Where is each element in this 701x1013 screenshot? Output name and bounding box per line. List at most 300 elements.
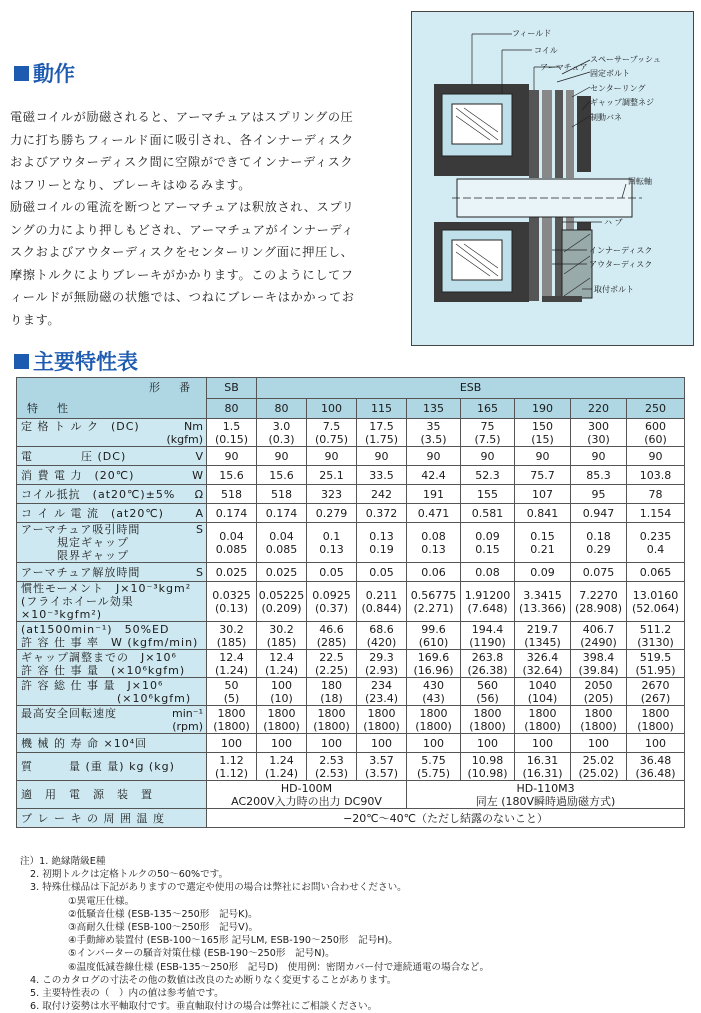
table-cell xyxy=(571,466,627,485)
cell-value: 3.57 xyxy=(369,753,394,767)
cell-value: (1800) xyxy=(213,719,250,733)
table-cell xyxy=(515,650,571,678)
cell-value: AC200V入力時の出力 DC90V xyxy=(231,794,382,808)
cell-value: (610) xyxy=(418,635,449,649)
note-line: ①異電圧仕様。 xyxy=(68,895,135,907)
section-title-operation xyxy=(14,58,75,88)
table-cell xyxy=(571,447,627,466)
cell-value: (32.64) xyxy=(522,663,563,677)
table-cell xyxy=(307,650,357,678)
row-label-text: 質 量 (重 量) kg (kg) xyxy=(21,760,175,773)
cell-value: 511.2 xyxy=(639,622,672,636)
cell-value: 1040 xyxy=(528,678,557,692)
size-header: 135 xyxy=(407,398,461,419)
cell-value: 1800 xyxy=(267,706,296,720)
intro-line: ングの力により押しもどされ、アーマチュアがインナーディ xyxy=(10,222,355,237)
cell-value: (51.95) xyxy=(635,663,676,677)
table-cell xyxy=(515,678,571,706)
row-label-text: 許 容 仕 事 率 W (kgfm/min) xyxy=(21,635,199,649)
cell-value: 7.2270 xyxy=(579,588,618,602)
note-line: 3. 特殊仕様品は下記がありますので選定や使用の場合は弊社にお問い合わせください。 xyxy=(30,882,407,894)
label-hub: ハ ブ xyxy=(604,218,623,227)
cell-value: 0.05 xyxy=(369,565,394,579)
cell-value: 100 xyxy=(271,736,292,750)
cell-value: 0.0325 xyxy=(212,588,251,602)
cell-value: 323 xyxy=(321,487,342,501)
cell-value: 0.372 xyxy=(365,506,398,520)
cell-value: 0.025 xyxy=(215,565,248,579)
row-unit: A xyxy=(195,506,203,520)
cell-value: 75.7 xyxy=(530,468,555,482)
table-cell xyxy=(357,650,407,678)
cell-value: 0.235 xyxy=(639,529,672,543)
table-cell xyxy=(357,447,407,466)
table-row xyxy=(17,563,685,582)
cell-value: (23.4) xyxy=(364,691,399,705)
note-line: ③高耐久仕様 (ESB-100〜250形 記号V)。 xyxy=(68,922,259,934)
label-centering: センターリング xyxy=(590,84,646,93)
cell-value: 15.6 xyxy=(269,468,294,482)
cell-value: 0.05225 xyxy=(258,588,305,602)
table-row xyxy=(17,523,685,563)
cell-value: (1.24) xyxy=(264,663,299,677)
intro-line: スクおよびアウターディスクをセンターリング面に押圧し、 xyxy=(10,245,354,259)
cell-value: 10.98 xyxy=(471,753,504,767)
cell-value: 0.56775 xyxy=(410,588,457,602)
table-cell xyxy=(571,582,627,622)
row-label-text: 機 械 的 寿 命 ×10⁴回 xyxy=(21,736,148,750)
cell-value: 155 xyxy=(477,487,498,501)
table-cell xyxy=(515,734,571,753)
cell-value: (1.24) xyxy=(264,766,299,780)
table-cell xyxy=(571,678,627,706)
table-cell xyxy=(515,753,571,781)
cell-value: 0.08 xyxy=(475,565,500,579)
cell-value: (3130) xyxy=(637,635,674,649)
row-label-text: 慣性モーメント J×10⁻³kgm² xyxy=(21,582,192,595)
cell-value: (43) xyxy=(422,691,445,705)
cell-value: 150 xyxy=(532,419,553,433)
table-cell xyxy=(627,447,685,466)
table-cell xyxy=(257,582,307,622)
label-spacer-bush: スペーサーブッシュ xyxy=(590,55,661,64)
cell-value: (1.24) xyxy=(214,663,249,677)
cell-value: (60) xyxy=(644,432,667,446)
cell-value: 1800 xyxy=(419,706,448,720)
table-cell xyxy=(461,419,515,447)
table-cell xyxy=(571,419,627,447)
char-label: 特 性 xyxy=(27,402,72,415)
cell-value: (1800) xyxy=(469,719,506,733)
row-label xyxy=(17,419,207,447)
table-cell xyxy=(407,504,461,523)
row-label-text: 電 圧 (DC) xyxy=(21,449,127,463)
label-field: フィールド xyxy=(512,29,552,38)
size-header: 80 xyxy=(257,398,307,419)
cell-value: (1190) xyxy=(469,635,506,649)
cell-value: 90 xyxy=(426,449,441,463)
row-label xyxy=(17,466,207,485)
row-label xyxy=(17,504,207,523)
row-label-text: 規定ギャップ xyxy=(21,536,129,549)
cell-value: 17.5 xyxy=(369,419,394,433)
label-inner-disk: インナーディスク xyxy=(589,246,653,255)
table-row xyxy=(17,753,685,781)
table-cell xyxy=(357,466,407,485)
cell-value: 1800 xyxy=(584,706,613,720)
cell-value: (1800) xyxy=(524,719,561,733)
cell-value: (185) xyxy=(216,635,247,649)
table-cell xyxy=(407,582,461,622)
row-label xyxy=(17,809,207,828)
spec-table xyxy=(16,377,685,828)
cell-value: 234 xyxy=(371,678,392,692)
cell-value: 180 xyxy=(321,678,342,692)
table-cell xyxy=(207,504,257,523)
cell-value: 7.5 xyxy=(322,419,341,433)
cell-value: 100 xyxy=(423,736,444,750)
cell-value: 0.4 xyxy=(646,542,665,556)
cell-value: 0.211 xyxy=(365,588,398,602)
table-cell xyxy=(307,485,357,504)
cell-value: (26.38) xyxy=(467,663,508,677)
table-cell xyxy=(407,734,461,753)
cell-value: 169.6 xyxy=(417,650,450,664)
table-cell xyxy=(515,523,571,563)
table-row xyxy=(17,419,685,447)
cell-value: 90 xyxy=(535,449,550,463)
table-cell xyxy=(407,447,461,466)
cell-value: 1.24 xyxy=(269,753,294,767)
row-label-text: (×10⁶kgfm) xyxy=(21,691,192,705)
cell-value: 1800 xyxy=(528,706,557,720)
cell-value: 100 xyxy=(588,736,609,750)
table-cell xyxy=(207,734,257,753)
cell-value: 0.06 xyxy=(421,565,446,579)
model-char-header xyxy=(17,378,207,419)
table-cell xyxy=(571,622,627,650)
row-unit: S xyxy=(196,565,203,579)
cell-value: (0.37) xyxy=(314,601,349,615)
cell-value: 0.15 xyxy=(475,542,500,556)
table-cell xyxy=(571,650,627,678)
cell-value: 2670 xyxy=(641,678,670,692)
row-unit: min⁻¹ xyxy=(172,706,203,720)
row-label xyxy=(17,781,207,809)
cell-value: 75 xyxy=(480,419,495,433)
table-cell xyxy=(461,485,515,504)
cell-value: 219.7 xyxy=(526,622,559,636)
cell-value: 0.19 xyxy=(369,542,394,556)
cell-value: 25.1 xyxy=(319,468,344,482)
cell-value: (285) xyxy=(316,635,347,649)
table-cell xyxy=(257,523,307,563)
cell-value: 0.085 xyxy=(215,542,248,556)
table-cell xyxy=(407,485,461,504)
table-cell xyxy=(207,781,407,809)
size-header: 165 xyxy=(461,398,515,419)
cell-value: (0.3) xyxy=(268,432,295,446)
model-label: 形 番 xyxy=(149,381,194,394)
table-cell xyxy=(571,734,627,753)
table-cell xyxy=(627,678,685,706)
intro-line: 摩擦トルクによりブレーキがかかります。このようにしてフ xyxy=(10,267,354,282)
cell-value: (28.908) xyxy=(574,601,623,615)
cell-value: 1.5 xyxy=(222,419,241,433)
cell-value: 68.6 xyxy=(369,622,394,636)
row-label-text: (フライホイール効果 ×10⁻³kgfm²) xyxy=(21,595,134,621)
row-label-text: ブ レ ー キ の 周 囲 温 度 xyxy=(21,811,165,825)
cell-value: 1800 xyxy=(367,706,396,720)
cell-value: 194.4 xyxy=(471,622,504,636)
cell-value: 2.53 xyxy=(319,753,344,767)
cell-value: (1800) xyxy=(580,719,617,733)
intro-line: ります。 xyxy=(10,312,61,327)
row-label-text: アーマチュア吸引時間 xyxy=(21,523,141,536)
cell-value: (2.25) xyxy=(314,663,349,677)
cell-value: 430 xyxy=(423,678,444,692)
table-cell xyxy=(571,504,627,523)
cell-value: 50 xyxy=(224,678,239,692)
cell-value: 同左 (180V瞬時過励磁方式) xyxy=(475,794,616,808)
row-label-text: 限界ギャップ xyxy=(21,549,129,562)
cell-value: 0.174 xyxy=(265,506,298,520)
table-cell xyxy=(357,753,407,781)
table-cell xyxy=(461,504,515,523)
row-unit: W xyxy=(192,468,203,482)
table-cell xyxy=(207,485,257,504)
table-cell xyxy=(627,419,685,447)
cell-value: (0.15) xyxy=(214,432,249,446)
table-cell xyxy=(571,523,627,563)
cell-value: 0.21 xyxy=(530,542,555,556)
cell-value: 90 xyxy=(324,449,339,463)
square-bullet-icon xyxy=(14,66,29,81)
table-cell xyxy=(207,466,257,485)
table-cell xyxy=(307,582,357,622)
section-title-specs xyxy=(14,346,138,376)
cell-value: (2490) xyxy=(580,635,617,649)
table-cell xyxy=(357,523,407,563)
table-cell xyxy=(461,447,515,466)
cell-value: 90 xyxy=(591,449,606,463)
note-line: ⑥温度低減巻線仕様 (ESB-135〜250形 記号D) 使用例：密閉カバー付で連続通電の場合など。 xyxy=(68,961,490,973)
cell-value: 30.2 xyxy=(269,622,294,636)
table-row xyxy=(17,504,685,523)
table-cell xyxy=(307,563,357,582)
cell-value: 242 xyxy=(371,487,392,501)
cell-value: (0.844) xyxy=(361,601,402,615)
size-header: 190 xyxy=(515,398,571,419)
cell-value: 52.3 xyxy=(475,468,500,482)
section-title-text: 動作 xyxy=(33,62,75,86)
table-row xyxy=(17,734,685,753)
cell-value: 90 xyxy=(274,449,289,463)
cell-value: 100 xyxy=(221,736,242,750)
table-cell xyxy=(515,563,571,582)
cell-value: (10.98) xyxy=(467,766,508,780)
row-label xyxy=(17,523,207,563)
cell-value: 3.0 xyxy=(272,419,291,433)
table-row xyxy=(17,466,685,485)
cell-value: 0.0925 xyxy=(312,588,351,602)
cell-value: 16.31 xyxy=(526,753,559,767)
table-cell xyxy=(461,622,515,650)
cell-value: 0.085 xyxy=(265,542,298,556)
table-cell xyxy=(307,753,357,781)
group-esb: ESB xyxy=(257,378,685,399)
cell-value: 0.065 xyxy=(639,565,672,579)
cell-value: (16.96) xyxy=(413,663,454,677)
row-label xyxy=(17,706,207,734)
table-cell xyxy=(357,622,407,650)
table-cell xyxy=(627,485,685,504)
cell-value: 0.08 xyxy=(421,529,446,543)
size-header: 220 xyxy=(571,398,627,419)
cell-value: 0.13 xyxy=(421,542,446,556)
table-cell xyxy=(307,523,357,563)
cell-value: (7.5) xyxy=(474,432,501,446)
table-row xyxy=(17,706,685,734)
cell-value: (1800) xyxy=(363,719,400,733)
cell-value: 90 xyxy=(374,449,389,463)
cell-value: 107 xyxy=(532,487,553,501)
row-label xyxy=(17,753,207,781)
table-cell xyxy=(627,466,685,485)
table-cell xyxy=(257,753,307,781)
cell-value: 406.7 xyxy=(582,622,615,636)
cell-value: 191 xyxy=(423,487,444,501)
cell-value: 1800 xyxy=(641,706,670,720)
cell-value: 1.12 xyxy=(219,753,244,767)
table-cell xyxy=(461,523,515,563)
cell-value: (1800) xyxy=(637,719,674,733)
table-cell xyxy=(627,706,685,734)
table-cell xyxy=(515,582,571,622)
row-label-text: 最高安全回転速度 xyxy=(21,706,117,720)
square-bullet-icon xyxy=(14,354,29,369)
label-mount-bolt: 取付ボルト xyxy=(594,285,634,294)
cell-value: 0.13 xyxy=(369,529,394,543)
cell-value: 1.91200 xyxy=(464,588,511,602)
table-cell xyxy=(627,582,685,622)
cell-value: (205) xyxy=(583,691,614,705)
cell-value: 12.4 xyxy=(269,650,294,664)
cell-value: 518 xyxy=(271,487,292,501)
table-cell xyxy=(571,563,627,582)
table-row xyxy=(17,485,685,504)
cell-value: −20℃〜40℃（ただし結露のないこと） xyxy=(343,811,549,825)
row-label-text: 許 容 仕 事 量 (×10⁶kgfm) xyxy=(21,663,186,677)
cell-value: (13.366) xyxy=(518,601,567,615)
cell-value: 35 xyxy=(426,419,441,433)
cell-value: 90 xyxy=(224,449,239,463)
cell-value: 42.4 xyxy=(421,468,446,482)
table-cell xyxy=(357,734,407,753)
cell-value: 100 xyxy=(321,736,342,750)
cell-value: (39.84) xyxy=(578,663,619,677)
cell-value: 46.6 xyxy=(319,622,344,636)
intro-line: 励磁コイルの電流を断つとアーマチュアは釈放され、スプリ xyxy=(10,200,355,214)
cell-value: (420) xyxy=(366,635,397,649)
cell-value: 5.75 xyxy=(421,753,446,767)
table-cell xyxy=(515,622,571,650)
cell-value: 0.174 xyxy=(215,506,248,520)
cell-value: (18) xyxy=(320,691,343,705)
table-cell xyxy=(461,582,515,622)
cell-value: HD-110M3 xyxy=(516,781,575,795)
note-line: 5. 主要特性表の（ ）内の値は参考値です。 xyxy=(30,988,224,1000)
cell-value: 519.5 xyxy=(639,650,672,664)
table-cell xyxy=(307,734,357,753)
cell-value: (104) xyxy=(527,691,558,705)
table-cell xyxy=(357,678,407,706)
table-cell xyxy=(307,447,357,466)
table-cell xyxy=(515,706,571,734)
table-cell xyxy=(357,485,407,504)
cell-value: 100 xyxy=(271,678,292,692)
cell-value: (0.209) xyxy=(261,601,302,615)
row-label-text: 適 用 電 源 装 置 xyxy=(21,788,153,801)
table-cell xyxy=(257,466,307,485)
cell-value: (0.75) xyxy=(314,432,349,446)
table-cell xyxy=(407,650,461,678)
table-cell xyxy=(257,504,307,523)
cell-value: (3.5) xyxy=(420,432,447,446)
table-cell xyxy=(207,447,257,466)
cell-value: (2.271) xyxy=(413,601,454,615)
row-label xyxy=(17,678,207,706)
cell-value: (1.75) xyxy=(364,432,399,446)
table-cell xyxy=(407,781,685,809)
cell-value: (15) xyxy=(531,432,554,446)
cell-value: (30) xyxy=(587,432,610,446)
table-cell xyxy=(407,419,461,447)
cell-value: 300 xyxy=(588,419,609,433)
table-cell xyxy=(207,419,257,447)
table-cell xyxy=(571,753,627,781)
table-cell xyxy=(257,485,307,504)
cell-value: 25.02 xyxy=(582,753,615,767)
row-label-text: ギャップ調整までの J×10⁶ xyxy=(21,650,177,664)
cell-value: 1800 xyxy=(473,706,502,720)
cell-value: 1.154 xyxy=(639,506,672,520)
cell-value: 0.09 xyxy=(530,565,555,579)
table-cell xyxy=(461,734,515,753)
table-cell xyxy=(461,466,515,485)
cell-value: 15.6 xyxy=(219,468,244,482)
intro-line: 電磁コイルが励磁されると、アーマチュアはスプリングの圧 xyxy=(10,110,354,124)
cell-value: 326.4 xyxy=(526,650,559,664)
table-cell xyxy=(207,706,257,734)
table-row xyxy=(17,650,685,678)
cell-value: (3.57) xyxy=(364,766,399,780)
cell-value: 100 xyxy=(645,736,667,750)
label-brake-spring: 制動バネ xyxy=(590,113,622,122)
cell-value: 30.2 xyxy=(219,622,244,636)
table-cell xyxy=(207,582,257,622)
table-row xyxy=(17,809,685,828)
table-cell xyxy=(257,447,307,466)
cell-value: 103.8 xyxy=(639,468,672,482)
section-title-text: 主要特性表 xyxy=(33,350,138,374)
cell-value: (2.93) xyxy=(364,663,399,677)
cell-value: (1.12) xyxy=(214,766,249,780)
table-cell xyxy=(571,706,627,734)
table-cell xyxy=(515,466,571,485)
cell-value: (7.648) xyxy=(467,601,508,615)
cell-value: 0.581 xyxy=(471,506,504,520)
